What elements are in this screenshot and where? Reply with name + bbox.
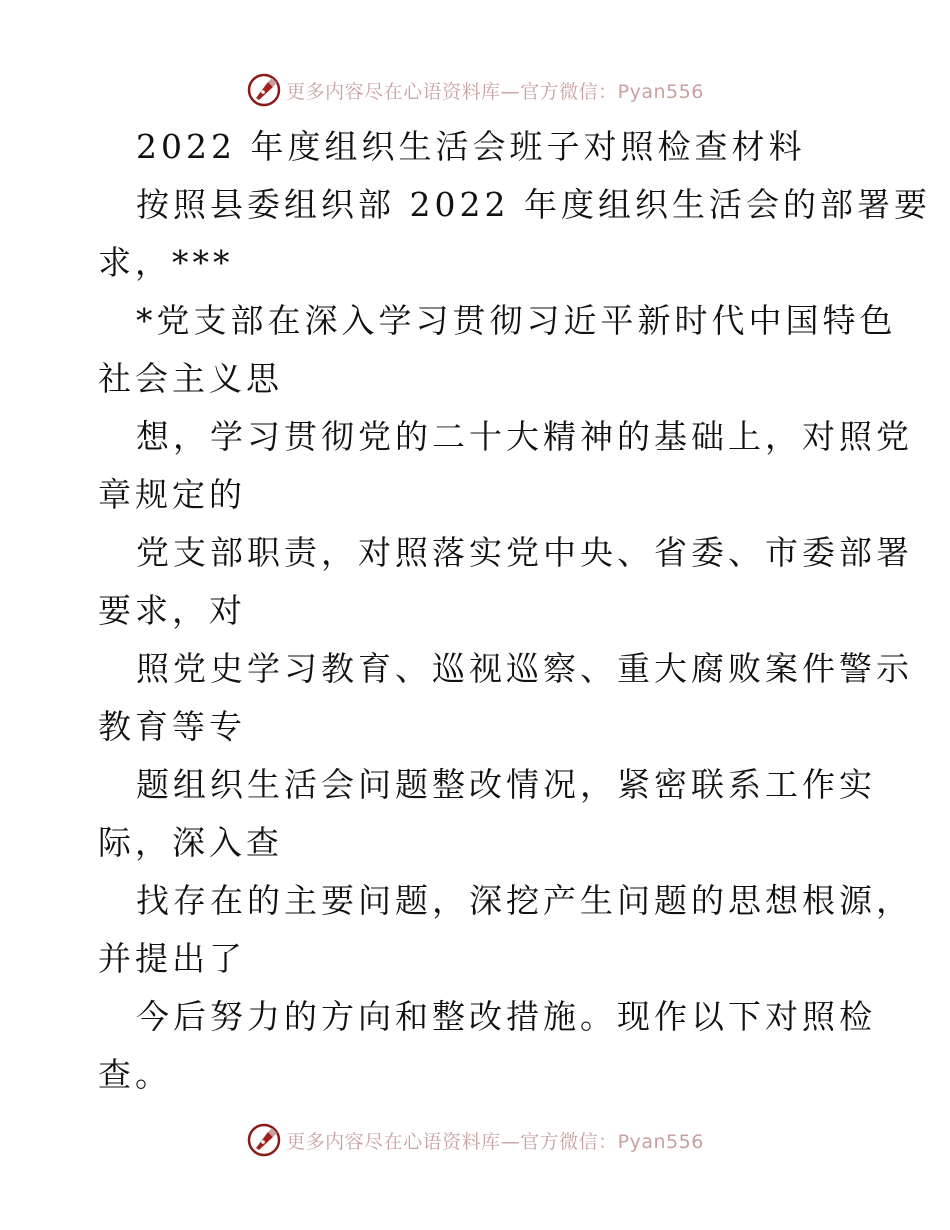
paragraph-line: 照党史学习教育、巡视巡察、重大腐败案件警示 [136, 649, 913, 688]
footer-banner [0, 1120, 950, 1160]
header-banner-content [246, 72, 704, 108]
paragraph-line: *党支部在深入学习贯彻习近平新时代中国特色 [136, 301, 897, 340]
pen-nib-logo-icon [246, 72, 282, 108]
paragraph-line: 并提出了 [98, 939, 246, 978]
footer-banner-text: 更多内容尽在心语资料库—官方微信：Pyan556 [286, 1130, 704, 1153]
paragraph-line: 找存在的主要问题，深挖产生问题的思想根源， [136, 881, 913, 920]
paragraph-line: 教育等专 [98, 707, 246, 746]
paragraph-line: 党支部职责，对照落实党中央、省委、市委部署 [136, 533, 913, 572]
paragraph-line: 社会主义思 [98, 359, 283, 398]
paragraph-line: 要求，对 [98, 591, 246, 630]
paragraph-line: 际，深入查 [98, 823, 283, 862]
paragraph-line: 题组织生活会问题整改情况，紧密联系工作实 [136, 765, 876, 804]
document-body [98, 118, 931, 1104]
pen-nib-logo-icon [246, 1122, 282, 1158]
document-title: 2022 年度组织生活会班子对照检查材料 [136, 127, 806, 166]
header-banner [0, 70, 950, 110]
header-banner-text: 更多内容尽在心语资料库—官方微信：Pyan556 [286, 80, 704, 103]
paragraph-line: 想，学习贯彻党的二十大精神的基础上，对照党 [136, 417, 913, 456]
paragraph-line: 查。 [98, 1055, 172, 1094]
paragraph-line: 求，*** [98, 243, 234, 282]
paragraph-line: 按照县委组织部 2022 年度组织生活会的部署要 [136, 185, 931, 224]
paragraph-line: 今后努力的方向和整改措施。现作以下对照检 [136, 997, 876, 1036]
footer-banner-content [246, 1122, 704, 1158]
paragraph-line: 章规定的 [98, 475, 246, 514]
